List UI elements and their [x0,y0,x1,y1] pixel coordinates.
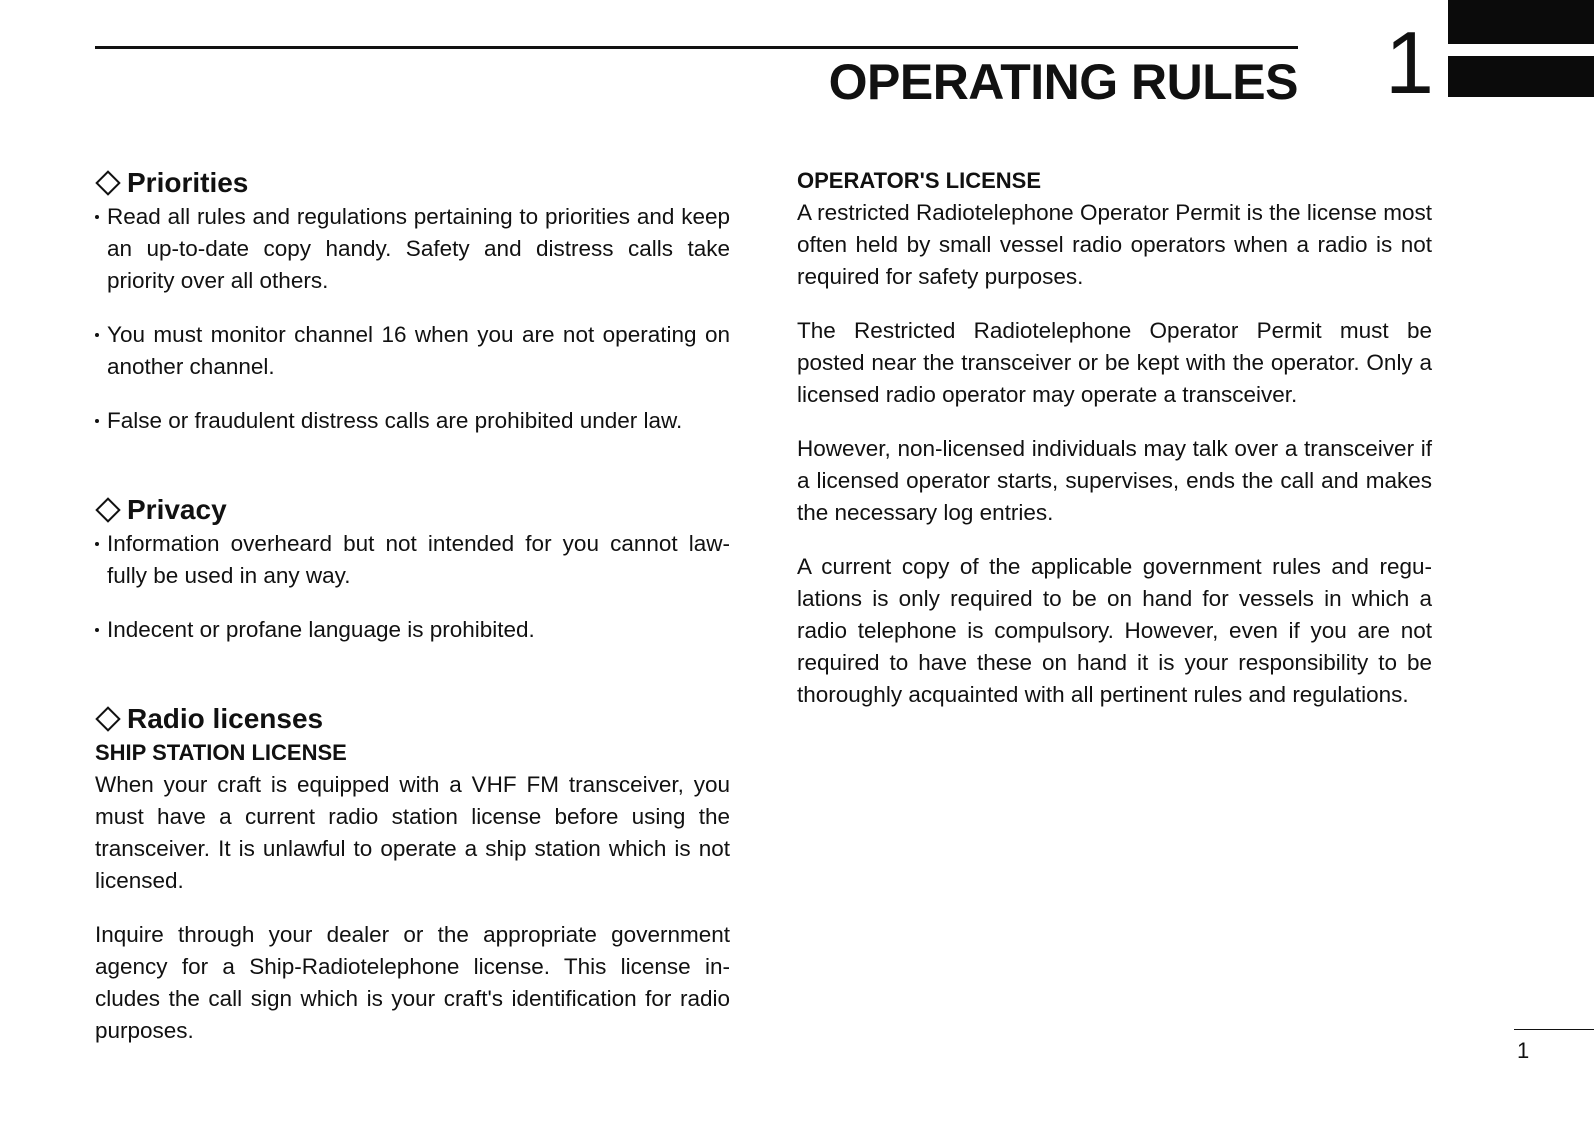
radio-licenses-heading-text: Radio licenses [127,703,324,734]
chapter-tab-lower [1448,56,1594,97]
diamond-bullet-icon [95,170,120,195]
operators-license-paragraph: The Restricted Radiotelephone Operator Permit must be posted near the transceiver or be kept with the operator. Only a licensed radio operator may operate a transceiver. [797,318,1432,407]
privacy-bullet: Indecent or profane language is prohibited. [95,614,730,646]
operators-license-paragraph: A current copy of the applicable government rules and regu-lations is only required to be on hand for vessels in which a radio telephone is compulsory. However, even if you are not required to have these on hand it is your responsibility to be thoroughly acquainted with all pertinent rules and regulations. [797,554,1432,707]
left-column [95,165,730,1047]
page-number-rule [1514,1029,1594,1030]
ship-station-license-heading: SHIP STATION LICENSE [95,740,347,765]
privacy-heading-text: Privacy [127,494,227,525]
operators-license-paragraph: A restricted Radiotelephone Operator Permit is the license most often held by small vessel radio operators when a radio is not required for safety purposes. [797,200,1432,289]
priorities-bullet: Read all rules and regulations pertaining to priorities and keep an up-to-date copy handy. Safety and distress calls take priority over all others. [95,201,730,297]
privacy-bullet: Information overheard but not intended for you cannot law-fully be used in any way. [95,528,730,592]
priorities-heading [95,165,730,201]
priorities-heading-text: Priorities [127,167,249,198]
header-rule [95,46,1298,49]
operators-license-paragraph: However, non-licensed individuals may talk over a transceiver if a licensed operator starts, supervises, ends the call and makes the necessary log entries. [797,436,1432,525]
page-number: 1 [1517,1038,1530,1063]
ship-station-paragraph: When your craft is equipped with a VHF FM transceiver, you must have a current radio station license before using the transceiver. It is unlawful to operate a ship station which is not licensed. [95,772,730,893]
privacy-heading [95,492,730,528]
chapter-tab-upper [1448,0,1594,44]
diamond-bullet-icon [95,706,120,731]
right-column [797,165,1432,711]
priorities-bullet: You must monitor channel 16 when you are not operating on another channel. [95,319,730,383]
radio-licenses-heading [95,701,730,737]
ship-station-paragraph: Inquire through your dealer or the appropriate government agency for a Ship-Radiotelephone license. This license in-cludes the call sign which is your craft's identification for radio purposes. [95,922,730,1043]
chapter-number: 1 [1385,13,1434,112]
diamond-bullet-icon [95,497,120,522]
chapter-title: OPERATING RULES [828,54,1298,110]
operators-license-heading: OPERATOR'S LICENSE [797,168,1042,193]
priorities-bullet: False or fraudulent distress calls are prohibited under law. [95,405,730,437]
